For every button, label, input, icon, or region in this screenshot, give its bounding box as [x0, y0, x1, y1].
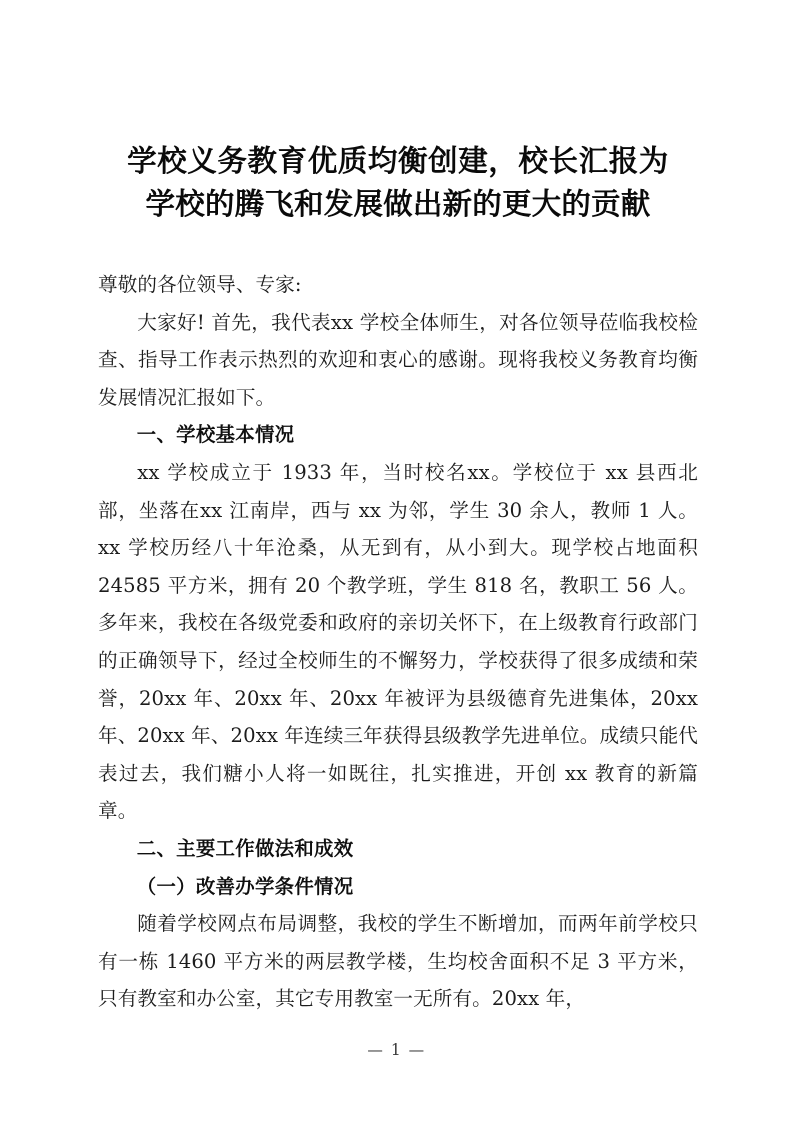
- opening-paragraph: 大家好! 首先，我代表xx 学校全体师生，对各位领导莅临我校检查、指导工作表示热烈的欢迎和衷心的感谢。现将我校义务教育均衡发展情况汇报如下。: [98, 310, 698, 409]
- subsection-one-paragraph: 随着学校网点布局调整，我校的学生不断增加，而两年前学校只有一栋 1460 平方米的两层教学楼，生均校舍面积不足 3 平方米，只有教室和办公室，其它专用教室一无所有。20xx 年，: [98, 912, 698, 1011]
- section-one-paragraph: xx 学校成立于 1933 年，当时校名xx。学校位于 xx 县西北部，坐落在xx 江南岸，西与 xx 为邻，学生 30 余人，教师 1 人。xx 学校历经八十年沧桑，从无到有，从小到大。现学校占地面积 24585 平方米，拥有 20 个教学班，学生 818 名，教职工 56 人。多年来，我校在各级党委和政府的亲切关怀下，在上级教育行政部门的正确领导下，经过全校师生的不懈努力，学校获得了很多成绩和荣誉，20xx 年、20xx 年、20xx 年被评为县级德育先进集体，20xx 年、20xx 年、20xx 年连续三年获得县级教学先进单位。成绩只能代表过去，我们糖小人将一如既往，扎实推进，开创 xx 教育的新篇章。: [98, 460, 698, 823]
- document-body: [98, 266, 698, 1018]
- document-content: [98, 0, 698, 1018]
- page-title: [98, 0, 698, 226]
- page-title-line-1: 学校义务教育优质均衡创建，校长汇报为: [127, 144, 669, 178]
- salutation-line: 尊敬的各位领导、专家:: [98, 273, 302, 296]
- section-heading-two: 二、主要工作做法和成效: [136, 836, 354, 860]
- page-footer: — 1 —: [367, 1041, 426, 1059]
- page-title-line-2: 学校的腾飞和发展做出新的更大的贡献: [145, 187, 651, 221]
- section-heading-one: 一、学校基本情况: [136, 423, 295, 447]
- subsection-heading-one: （一）改善办学条件情况: [136, 874, 354, 898]
